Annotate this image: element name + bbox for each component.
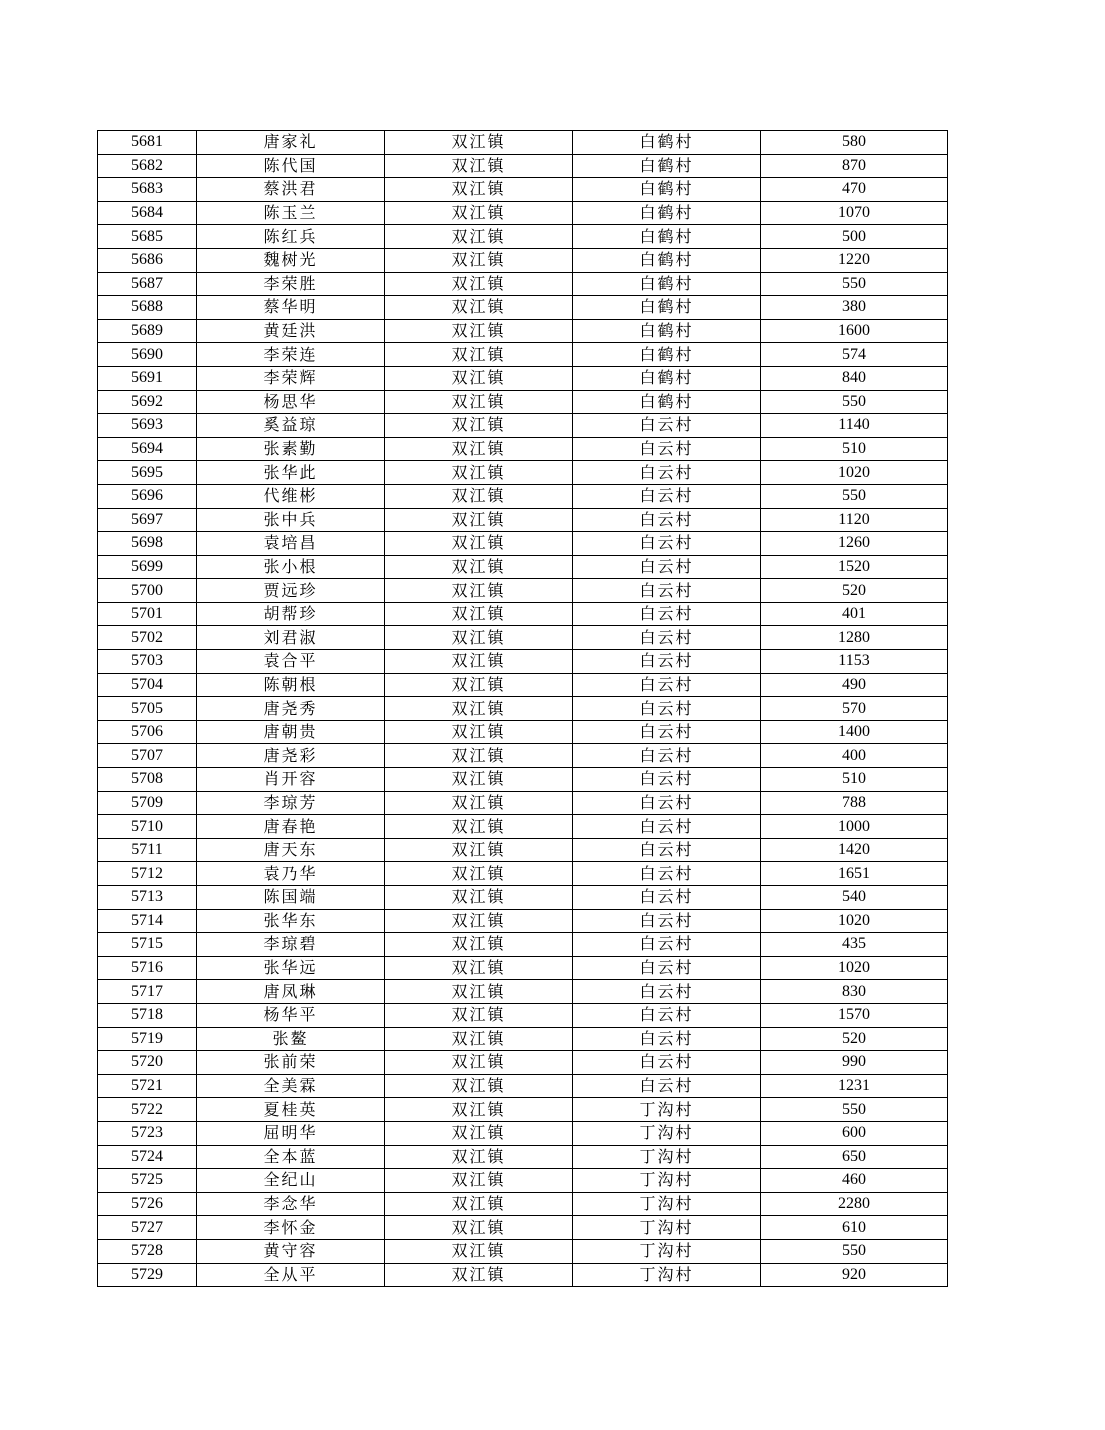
serial-number-cell: 5684 — [98, 201, 197, 225]
name-cell: 肖开容 — [197, 768, 385, 792]
table-row — [98, 886, 948, 910]
town-cell: 双江镇 — [385, 791, 573, 815]
town-cell: 双江镇 — [385, 720, 573, 744]
amount-cell: 1520 — [761, 555, 948, 579]
name-cell: 唐天东 — [197, 838, 385, 862]
roster-table-body — [98, 131, 948, 1287]
village-cell: 白云村 — [573, 532, 761, 556]
name-cell: 奚益琼 — [197, 414, 385, 438]
town-cell: 双江镇 — [385, 1121, 573, 1145]
village-cell: 白鹤村 — [573, 319, 761, 343]
name-cell: 蔡洪君 — [197, 178, 385, 202]
village-cell: 白云村 — [573, 673, 761, 697]
town-cell: 双江镇 — [385, 1192, 573, 1216]
name-cell: 张前荣 — [197, 1051, 385, 1075]
town-cell: 双江镇 — [385, 555, 573, 579]
town-cell: 双江镇 — [385, 1051, 573, 1075]
town-cell: 双江镇 — [385, 178, 573, 202]
name-cell: 全本蓝 — [197, 1145, 385, 1169]
amount-cell: 870 — [761, 154, 948, 178]
table-row — [98, 838, 948, 862]
amount-cell: 570 — [761, 697, 948, 721]
table-row — [98, 815, 948, 839]
village-cell: 白云村 — [573, 744, 761, 768]
name-cell: 张素勤 — [197, 437, 385, 461]
amount-cell: 610 — [761, 1216, 948, 1240]
town-cell: 双江镇 — [385, 390, 573, 414]
amount-cell: 460 — [761, 1169, 948, 1193]
serial-number-cell: 5703 — [98, 650, 197, 674]
village-cell: 白云村 — [573, 933, 761, 957]
serial-number-cell: 5685 — [98, 225, 197, 249]
serial-number-cell: 5722 — [98, 1098, 197, 1122]
town-cell: 双江镇 — [385, 1263, 573, 1287]
town-cell: 双江镇 — [385, 154, 573, 178]
table-row — [98, 1051, 948, 1075]
name-cell: 李琼芳 — [197, 791, 385, 815]
name-cell: 陈玉兰 — [197, 201, 385, 225]
amount-cell: 788 — [761, 791, 948, 815]
town-cell: 双江镇 — [385, 343, 573, 367]
village-cell: 白云村 — [573, 1027, 761, 1051]
amount-cell: 400 — [761, 744, 948, 768]
name-cell: 贾远珍 — [197, 579, 385, 603]
serial-number-cell: 5706 — [98, 720, 197, 744]
village-cell: 白云村 — [573, 579, 761, 603]
amount-cell: 550 — [761, 1239, 948, 1263]
name-cell: 夏桂英 — [197, 1098, 385, 1122]
name-cell: 杨思华 — [197, 390, 385, 414]
town-cell: 双江镇 — [385, 1169, 573, 1193]
town-cell: 双江镇 — [385, 650, 573, 674]
amount-cell: 1020 — [761, 956, 948, 980]
town-cell: 双江镇 — [385, 1145, 573, 1169]
serial-number-cell: 5691 — [98, 366, 197, 390]
name-cell: 李怀金 — [197, 1216, 385, 1240]
name-cell: 唐家礼 — [197, 131, 385, 155]
amount-cell: 520 — [761, 1027, 948, 1051]
serial-number-cell: 5723 — [98, 1121, 197, 1145]
serial-number-cell: 5729 — [98, 1263, 197, 1287]
town-cell: 双江镇 — [385, 272, 573, 296]
amount-cell: 1280 — [761, 626, 948, 650]
village-cell: 白鹤村 — [573, 178, 761, 202]
serial-number-cell: 5707 — [98, 744, 197, 768]
amount-cell: 490 — [761, 673, 948, 697]
village-cell: 白云村 — [573, 791, 761, 815]
table-row — [98, 980, 948, 1004]
table-row — [98, 1239, 948, 1263]
village-cell: 白鹤村 — [573, 201, 761, 225]
amount-cell: 435 — [761, 933, 948, 957]
name-cell: 唐春艳 — [197, 815, 385, 839]
village-cell: 白云村 — [573, 956, 761, 980]
name-cell: 全纪山 — [197, 1169, 385, 1193]
name-cell: 陈代国 — [197, 154, 385, 178]
serial-number-cell: 5692 — [98, 390, 197, 414]
table-row — [98, 248, 948, 272]
amount-cell: 1651 — [761, 862, 948, 886]
name-cell: 李荣辉 — [197, 366, 385, 390]
table-row — [98, 909, 948, 933]
town-cell: 双江镇 — [385, 886, 573, 910]
table-row — [98, 579, 948, 603]
town-cell: 双江镇 — [385, 296, 573, 320]
village-cell: 丁沟村 — [573, 1145, 761, 1169]
table-row — [98, 1121, 948, 1145]
amount-cell: 550 — [761, 390, 948, 414]
serial-number-cell: 5709 — [98, 791, 197, 815]
table-row — [98, 1263, 948, 1287]
serial-number-cell: 5690 — [98, 343, 197, 367]
amount-cell: 1220 — [761, 248, 948, 272]
amount-cell: 510 — [761, 768, 948, 792]
name-cell: 袁乃华 — [197, 862, 385, 886]
name-cell: 全美霖 — [197, 1074, 385, 1098]
serial-number-cell: 5721 — [98, 1074, 197, 1098]
town-cell: 双江镇 — [385, 673, 573, 697]
serial-number-cell: 5686 — [98, 248, 197, 272]
name-cell: 唐尧彩 — [197, 744, 385, 768]
table-row — [98, 555, 948, 579]
village-cell: 白云村 — [573, 650, 761, 674]
name-cell: 张华此 — [197, 461, 385, 485]
village-cell: 白云村 — [573, 720, 761, 744]
name-cell: 袁培昌 — [197, 532, 385, 556]
table-row — [98, 1074, 948, 1098]
town-cell: 双江镇 — [385, 131, 573, 155]
table-row — [98, 414, 948, 438]
serial-number-cell: 5704 — [98, 673, 197, 697]
town-cell: 双江镇 — [385, 980, 573, 1004]
table-row — [98, 178, 948, 202]
serial-number-cell: 5718 — [98, 1003, 197, 1027]
village-cell: 丁沟村 — [573, 1121, 761, 1145]
table-row — [98, 650, 948, 674]
table-row — [98, 744, 948, 768]
town-cell: 双江镇 — [385, 602, 573, 626]
village-cell: 白云村 — [573, 508, 761, 532]
amount-cell: 1000 — [761, 815, 948, 839]
amount-cell: 1153 — [761, 650, 948, 674]
serial-number-cell: 5726 — [98, 1192, 197, 1216]
serial-number-cell: 5697 — [98, 508, 197, 532]
serial-number-cell: 5705 — [98, 697, 197, 721]
village-cell: 白云村 — [573, 414, 761, 438]
amount-cell: 1600 — [761, 319, 948, 343]
name-cell: 唐尧秀 — [197, 697, 385, 721]
name-cell: 陈朝根 — [197, 673, 385, 697]
table-row — [98, 390, 948, 414]
town-cell: 双江镇 — [385, 366, 573, 390]
table-row — [98, 1027, 948, 1051]
town-cell: 双江镇 — [385, 437, 573, 461]
amount-cell: 500 — [761, 225, 948, 249]
amount-cell: 550 — [761, 484, 948, 508]
town-cell: 双江镇 — [385, 909, 573, 933]
table-row — [98, 1192, 948, 1216]
serial-number-cell: 5715 — [98, 933, 197, 957]
village-cell: 白云村 — [573, 602, 761, 626]
village-cell: 丁沟村 — [573, 1216, 761, 1240]
amount-cell: 580 — [761, 131, 948, 155]
serial-number-cell: 5716 — [98, 956, 197, 980]
table-row — [98, 673, 948, 697]
table-row — [98, 484, 948, 508]
amount-cell: 380 — [761, 296, 948, 320]
amount-cell: 1020 — [761, 909, 948, 933]
amount-cell: 550 — [761, 272, 948, 296]
name-cell: 李荣连 — [197, 343, 385, 367]
amount-cell: 470 — [761, 178, 948, 202]
table-row — [98, 461, 948, 485]
serial-number-cell: 5712 — [98, 862, 197, 886]
table-row — [98, 131, 948, 155]
village-cell: 白云村 — [573, 461, 761, 485]
name-cell: 唐凤琳 — [197, 980, 385, 1004]
amount-cell: 1070 — [761, 201, 948, 225]
serial-number-cell: 5698 — [98, 532, 197, 556]
serial-number-cell: 5683 — [98, 178, 197, 202]
amount-cell: 1400 — [761, 720, 948, 744]
village-cell: 白云村 — [573, 484, 761, 508]
name-cell: 张华东 — [197, 909, 385, 933]
town-cell: 双江镇 — [385, 1239, 573, 1263]
table-row — [98, 602, 948, 626]
name-cell: 魏树光 — [197, 248, 385, 272]
amount-cell: 1260 — [761, 532, 948, 556]
serial-number-cell: 5695 — [98, 461, 197, 485]
name-cell: 刘君淑 — [197, 626, 385, 650]
town-cell: 双江镇 — [385, 1027, 573, 1051]
village-cell: 白鹤村 — [573, 343, 761, 367]
village-cell: 白云村 — [573, 886, 761, 910]
name-cell: 陈红兵 — [197, 225, 385, 249]
table-row — [98, 343, 948, 367]
amount-cell: 1231 — [761, 1074, 948, 1098]
table-row — [98, 532, 948, 556]
table-row — [98, 768, 948, 792]
table-row — [98, 1169, 948, 1193]
table-row — [98, 225, 948, 249]
serial-number-cell: 5713 — [98, 886, 197, 910]
table-row — [98, 720, 948, 744]
amount-cell: 1020 — [761, 461, 948, 485]
town-cell: 双江镇 — [385, 933, 573, 957]
village-cell: 白鹤村 — [573, 225, 761, 249]
village-cell: 白云村 — [573, 909, 761, 933]
town-cell: 双江镇 — [385, 248, 573, 272]
table-row — [98, 272, 948, 296]
name-cell: 黄廷洪 — [197, 319, 385, 343]
town-cell: 双江镇 — [385, 1098, 573, 1122]
village-cell: 白云村 — [573, 838, 761, 862]
serial-number-cell: 5727 — [98, 1216, 197, 1240]
amount-cell: 840 — [761, 366, 948, 390]
serial-number-cell: 5720 — [98, 1051, 197, 1075]
serial-number-cell: 5700 — [98, 579, 197, 603]
name-cell: 张鳌 — [197, 1027, 385, 1051]
town-cell: 双江镇 — [385, 508, 573, 532]
name-cell: 杨华平 — [197, 1003, 385, 1027]
serial-number-cell: 5681 — [98, 131, 197, 155]
table-row — [98, 319, 948, 343]
village-cell: 丁沟村 — [573, 1098, 761, 1122]
village-cell: 白云村 — [573, 815, 761, 839]
table-row — [98, 862, 948, 886]
serial-number-cell: 5702 — [98, 626, 197, 650]
town-cell: 双江镇 — [385, 579, 573, 603]
village-cell: 白云村 — [573, 626, 761, 650]
serial-number-cell: 5711 — [98, 838, 197, 862]
town-cell: 双江镇 — [385, 225, 573, 249]
amount-cell: 1140 — [761, 414, 948, 438]
table-row — [98, 366, 948, 390]
name-cell: 代维彬 — [197, 484, 385, 508]
town-cell: 双江镇 — [385, 744, 573, 768]
table-row — [98, 626, 948, 650]
amount-cell: 540 — [761, 886, 948, 910]
village-cell: 丁沟村 — [573, 1263, 761, 1287]
table-row — [98, 1003, 948, 1027]
name-cell: 张中兵 — [197, 508, 385, 532]
serial-number-cell: 5714 — [98, 909, 197, 933]
town-cell: 双江镇 — [385, 956, 573, 980]
amount-cell: 1420 — [761, 838, 948, 862]
serial-number-cell: 5688 — [98, 296, 197, 320]
serial-number-cell: 5724 — [98, 1145, 197, 1169]
town-cell: 双江镇 — [385, 838, 573, 862]
table-row — [98, 508, 948, 532]
amount-cell: 574 — [761, 343, 948, 367]
village-cell: 丁沟村 — [573, 1239, 761, 1263]
town-cell: 双江镇 — [385, 1074, 573, 1098]
serial-number-cell: 5696 — [98, 484, 197, 508]
serial-number-cell: 5693 — [98, 414, 197, 438]
serial-number-cell: 5694 — [98, 437, 197, 461]
village-cell: 白鹤村 — [573, 154, 761, 178]
amount-cell: 650 — [761, 1145, 948, 1169]
town-cell: 双江镇 — [385, 862, 573, 886]
town-cell: 双江镇 — [385, 626, 573, 650]
table-row — [98, 1216, 948, 1240]
serial-number-cell: 5699 — [98, 555, 197, 579]
village-cell: 丁沟村 — [573, 1169, 761, 1193]
village-cell: 白云村 — [573, 437, 761, 461]
amount-cell: 520 — [761, 579, 948, 603]
village-cell: 白云村 — [573, 768, 761, 792]
serial-number-cell: 5687 — [98, 272, 197, 296]
serial-number-cell: 5701 — [98, 602, 197, 626]
village-cell: 白鹤村 — [573, 248, 761, 272]
amount-cell: 1120 — [761, 508, 948, 532]
town-cell: 双江镇 — [385, 1003, 573, 1027]
amount-cell: 550 — [761, 1098, 948, 1122]
name-cell: 李琼碧 — [197, 933, 385, 957]
table-row — [98, 296, 948, 320]
amount-cell: 1570 — [761, 1003, 948, 1027]
name-cell: 屈明华 — [197, 1121, 385, 1145]
table-row — [98, 201, 948, 225]
name-cell: 张小根 — [197, 555, 385, 579]
name-cell: 胡帮珍 — [197, 602, 385, 626]
serial-number-cell: 5725 — [98, 1169, 197, 1193]
village-cell: 白云村 — [573, 1051, 761, 1075]
village-cell: 白鹤村 — [573, 390, 761, 414]
amount-cell: 510 — [761, 437, 948, 461]
name-cell: 袁合平 — [197, 650, 385, 674]
town-cell: 双江镇 — [385, 461, 573, 485]
table-row — [98, 791, 948, 815]
serial-number-cell: 5689 — [98, 319, 197, 343]
table-row — [98, 956, 948, 980]
amount-cell: 600 — [761, 1121, 948, 1145]
roster-table — [97, 130, 948, 1287]
serial-number-cell: 5717 — [98, 980, 197, 1004]
name-cell: 李念华 — [197, 1192, 385, 1216]
village-cell: 白云村 — [573, 1003, 761, 1027]
town-cell: 双江镇 — [385, 414, 573, 438]
name-cell: 全从平 — [197, 1263, 385, 1287]
table-row — [98, 437, 948, 461]
village-cell: 丁沟村 — [573, 1192, 761, 1216]
serial-number-cell: 5682 — [98, 154, 197, 178]
village-cell: 白云村 — [573, 862, 761, 886]
town-cell: 双江镇 — [385, 319, 573, 343]
village-cell: 白鹤村 — [573, 131, 761, 155]
town-cell: 双江镇 — [385, 768, 573, 792]
town-cell: 双江镇 — [385, 697, 573, 721]
village-cell: 白云村 — [573, 980, 761, 1004]
name-cell: 陈国端 — [197, 886, 385, 910]
amount-cell: 990 — [761, 1051, 948, 1075]
village-cell: 白云村 — [573, 697, 761, 721]
name-cell: 唐朝贵 — [197, 720, 385, 744]
name-cell: 李荣胜 — [197, 272, 385, 296]
serial-number-cell: 5719 — [98, 1027, 197, 1051]
amount-cell: 401 — [761, 602, 948, 626]
serial-number-cell: 5710 — [98, 815, 197, 839]
table-row — [98, 1145, 948, 1169]
table-row — [98, 1098, 948, 1122]
name-cell: 张华远 — [197, 956, 385, 980]
village-cell: 白鹤村 — [573, 272, 761, 296]
amount-cell: 2280 — [761, 1192, 948, 1216]
name-cell: 黄守容 — [197, 1239, 385, 1263]
table-row — [98, 933, 948, 957]
town-cell: 双江镇 — [385, 1216, 573, 1240]
town-cell: 双江镇 — [385, 201, 573, 225]
village-cell: 白鹤村 — [573, 366, 761, 390]
amount-cell: 920 — [761, 1263, 948, 1287]
town-cell: 双江镇 — [385, 532, 573, 556]
village-cell: 白鹤村 — [573, 296, 761, 320]
town-cell: 双江镇 — [385, 815, 573, 839]
serial-number-cell: 5728 — [98, 1239, 197, 1263]
village-cell: 白云村 — [573, 555, 761, 579]
amount-cell: 830 — [761, 980, 948, 1004]
table-row — [98, 154, 948, 178]
name-cell: 蔡华明 — [197, 296, 385, 320]
serial-number-cell: 5708 — [98, 768, 197, 792]
village-cell: 白云村 — [573, 1074, 761, 1098]
table-row — [98, 697, 948, 721]
town-cell: 双江镇 — [385, 484, 573, 508]
